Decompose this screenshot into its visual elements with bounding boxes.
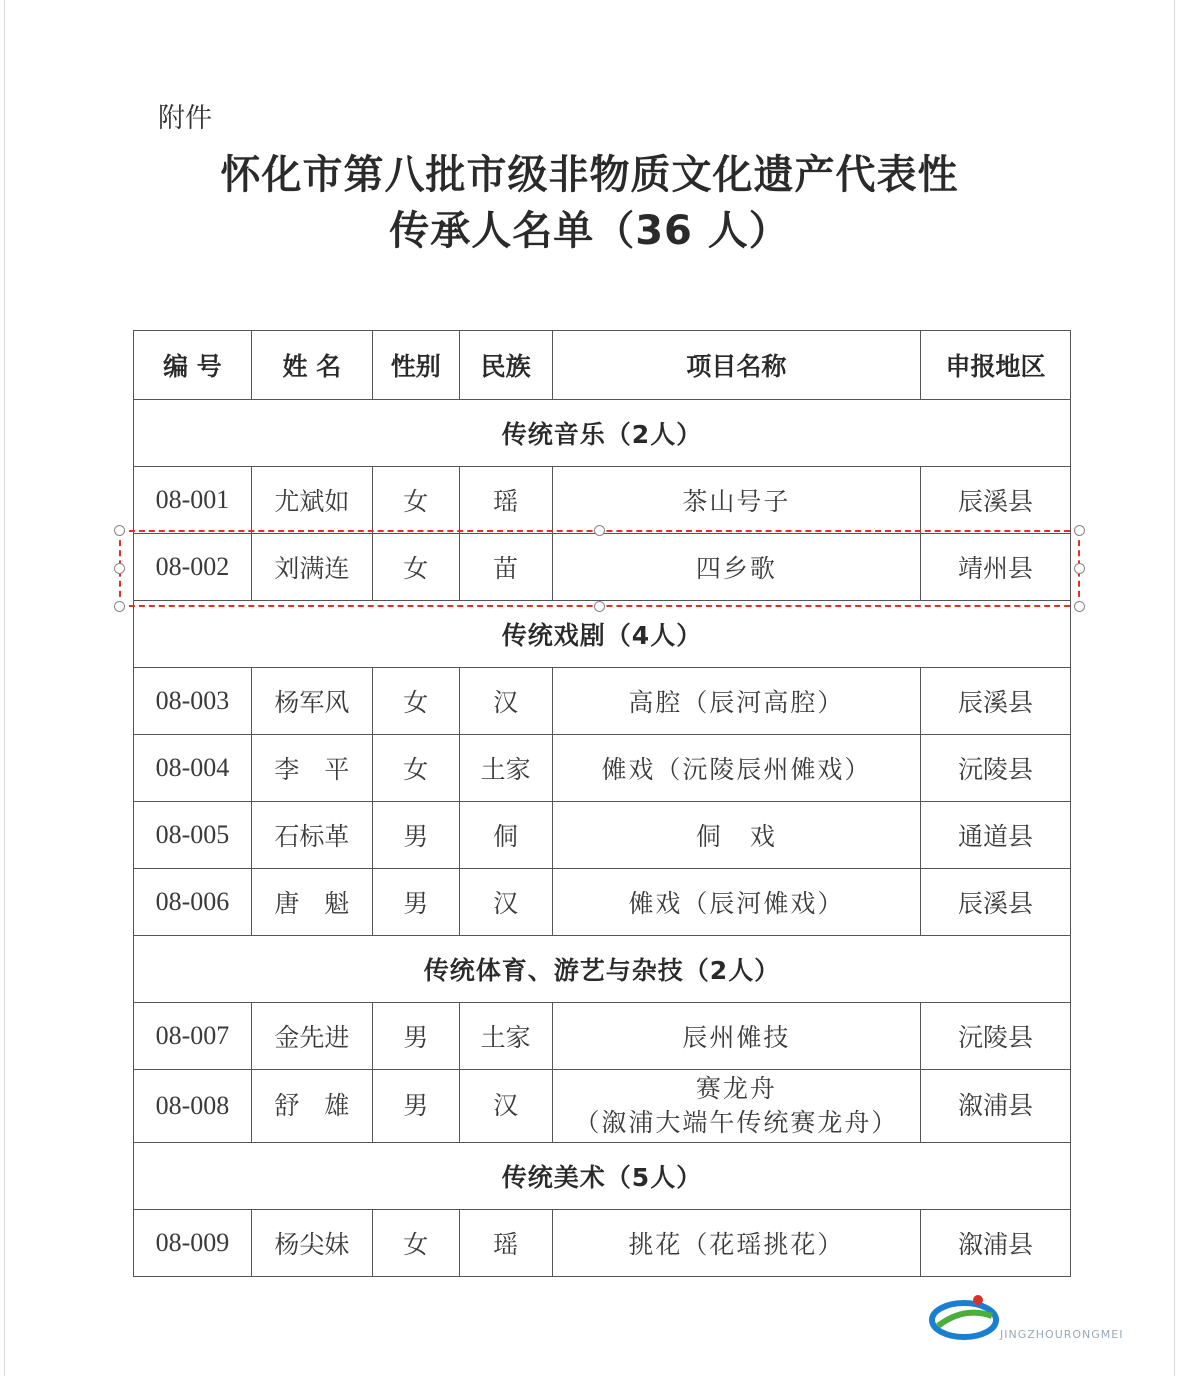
resize-handle-left[interactable] — [114, 563, 125, 574]
cell-ethnicity: 汉 — [459, 1070, 552, 1143]
header-project: 项目名称 — [552, 331, 921, 400]
cell-region: 溆浦县 — [921, 1070, 1071, 1143]
cell-gender: 女 — [372, 534, 459, 601]
cell-gender: 女 — [372, 668, 459, 735]
resize-handle-bottom[interactable] — [594, 601, 605, 612]
resize-handle-bottom-right[interactable] — [1074, 601, 1085, 612]
selection-box[interactable] — [119, 530, 1080, 607]
cell-code: 08-004 — [134, 735, 252, 802]
section-title: 传统美术（5人） — [134, 1143, 1071, 1210]
table-row[interactable] — [134, 1003, 1071, 1070]
header-ethnicity: 民族 — [459, 331, 552, 400]
cell-name: 尤斌如 — [251, 467, 372, 534]
cell-project: 四乡歌 — [552, 534, 921, 601]
cell-ethnicity: 侗 — [459, 802, 552, 869]
cell-code: 08-002 — [134, 534, 252, 601]
cell-code: 08-001 — [134, 467, 252, 534]
cell-code: 08-005 — [134, 802, 252, 869]
table-row[interactable] — [134, 802, 1071, 869]
cell-region: 溆浦县 — [921, 1210, 1071, 1277]
cell-code: 08-003 — [134, 668, 252, 735]
watermark-text: JINGZHOURONGMEI — [1000, 1328, 1124, 1341]
cell-gender: 女 — [372, 1210, 459, 1277]
section-title: 传统音乐（2人） — [134, 400, 1071, 467]
cell-ethnicity: 瑶 — [459, 1210, 552, 1277]
table-row[interactable] — [134, 869, 1071, 936]
header-code: 编 号 — [134, 331, 252, 400]
cell-code: 08-008 — [134, 1070, 252, 1143]
cell-ethnicity: 汉 — [459, 668, 552, 735]
project-line-1: 赛龙舟 — [695, 1074, 777, 1104]
cell-ethnicity: 土家 — [459, 1003, 552, 1070]
document-title-line-1: 怀化市第八批市级非物质文化遗产代表性 — [220, 152, 959, 198]
resize-handle-bottom-left[interactable] — [114, 601, 125, 612]
resize-handle-top-left[interactable] — [114, 525, 125, 536]
cell-region: 辰溪县 — [921, 668, 1071, 735]
section-row-sports — [134, 936, 1071, 1003]
section-row-music — [134, 400, 1071, 467]
cell-region: 靖州县 — [921, 534, 1071, 601]
table-row[interactable] — [134, 735, 1071, 802]
cell-region: 辰溪县 — [921, 467, 1071, 534]
cell-project: 高腔（辰河高腔） — [552, 668, 921, 735]
table-row[interactable] — [134, 1070, 1071, 1143]
inheritor-table — [133, 330, 1071, 1277]
cell-name: 杨军风 — [251, 668, 372, 735]
header-gender: 性别 — [372, 331, 459, 400]
resize-handle-top-right[interactable] — [1074, 525, 1085, 536]
cell-ethnicity: 土家 — [459, 735, 552, 802]
cell-region: 沅陵县 — [921, 735, 1071, 802]
resize-handle-right[interactable] — [1074, 563, 1085, 574]
cell-code: 08-006 — [134, 869, 252, 936]
section-title: 传统体育、游艺与杂技（2人） — [134, 936, 1071, 1003]
cell-gender: 女 — [372, 467, 459, 534]
cell-name: 舒 雄 — [251, 1070, 372, 1143]
cell-gender: 女 — [372, 735, 459, 802]
table-row[interactable] — [134, 1210, 1071, 1277]
attachment-label: 附件 — [158, 103, 212, 134]
cell-name: 杨尖妹 — [251, 1210, 372, 1277]
cell-name: 金先进 — [251, 1003, 372, 1070]
cell-region: 通道县 — [921, 802, 1071, 869]
cell-region: 辰溪县 — [921, 869, 1071, 936]
project-line-2: （溆浦大端午传统赛龙舟） — [574, 1108, 899, 1137]
cell-project — [552, 1070, 921, 1143]
header-name: 姓 名 — [251, 331, 372, 400]
table-header-row — [134, 331, 1071, 400]
document-title-line-2: 传承人名单（36 人） — [389, 208, 790, 254]
table-row[interactable] — [134, 668, 1071, 735]
cell-name: 李 平 — [251, 735, 372, 802]
cell-project: 茶山号子 — [552, 467, 921, 534]
cell-project: 侗 戏 — [552, 802, 921, 869]
cell-region: 沅陵县 — [921, 1003, 1071, 1070]
cell-code: 08-009 — [134, 1210, 252, 1277]
section-title: 传统戏剧（4人） — [134, 601, 1071, 668]
cell-gender: 男 — [372, 802, 459, 869]
table-row[interactable] — [134, 467, 1071, 534]
cell-code: 08-007 — [134, 1003, 252, 1070]
cell-project: 傩戏（辰河傩戏） — [552, 869, 921, 936]
section-row-art — [134, 1143, 1071, 1210]
cell-name: 石标革 — [251, 802, 372, 869]
cell-name: 刘满连 — [251, 534, 372, 601]
cell-project: 傩戏（沅陵辰州傩戏） — [552, 735, 921, 802]
cell-gender: 男 — [372, 1003, 459, 1070]
cell-ethnicity: 瑶 — [459, 467, 552, 534]
cell-gender: 男 — [372, 869, 459, 936]
cell-gender: 男 — [372, 1070, 459, 1143]
cell-ethnicity: 苗 — [459, 534, 552, 601]
header-region: 申报地区 — [921, 331, 1071, 400]
cell-name: 唐 魁 — [251, 869, 372, 936]
cell-ethnicity: 汉 — [459, 869, 552, 936]
cell-project: 挑花（花瑶挑花） — [552, 1210, 921, 1277]
cell-project: 辰州傩技 — [552, 1003, 921, 1070]
resize-handle-top[interactable] — [594, 525, 605, 536]
